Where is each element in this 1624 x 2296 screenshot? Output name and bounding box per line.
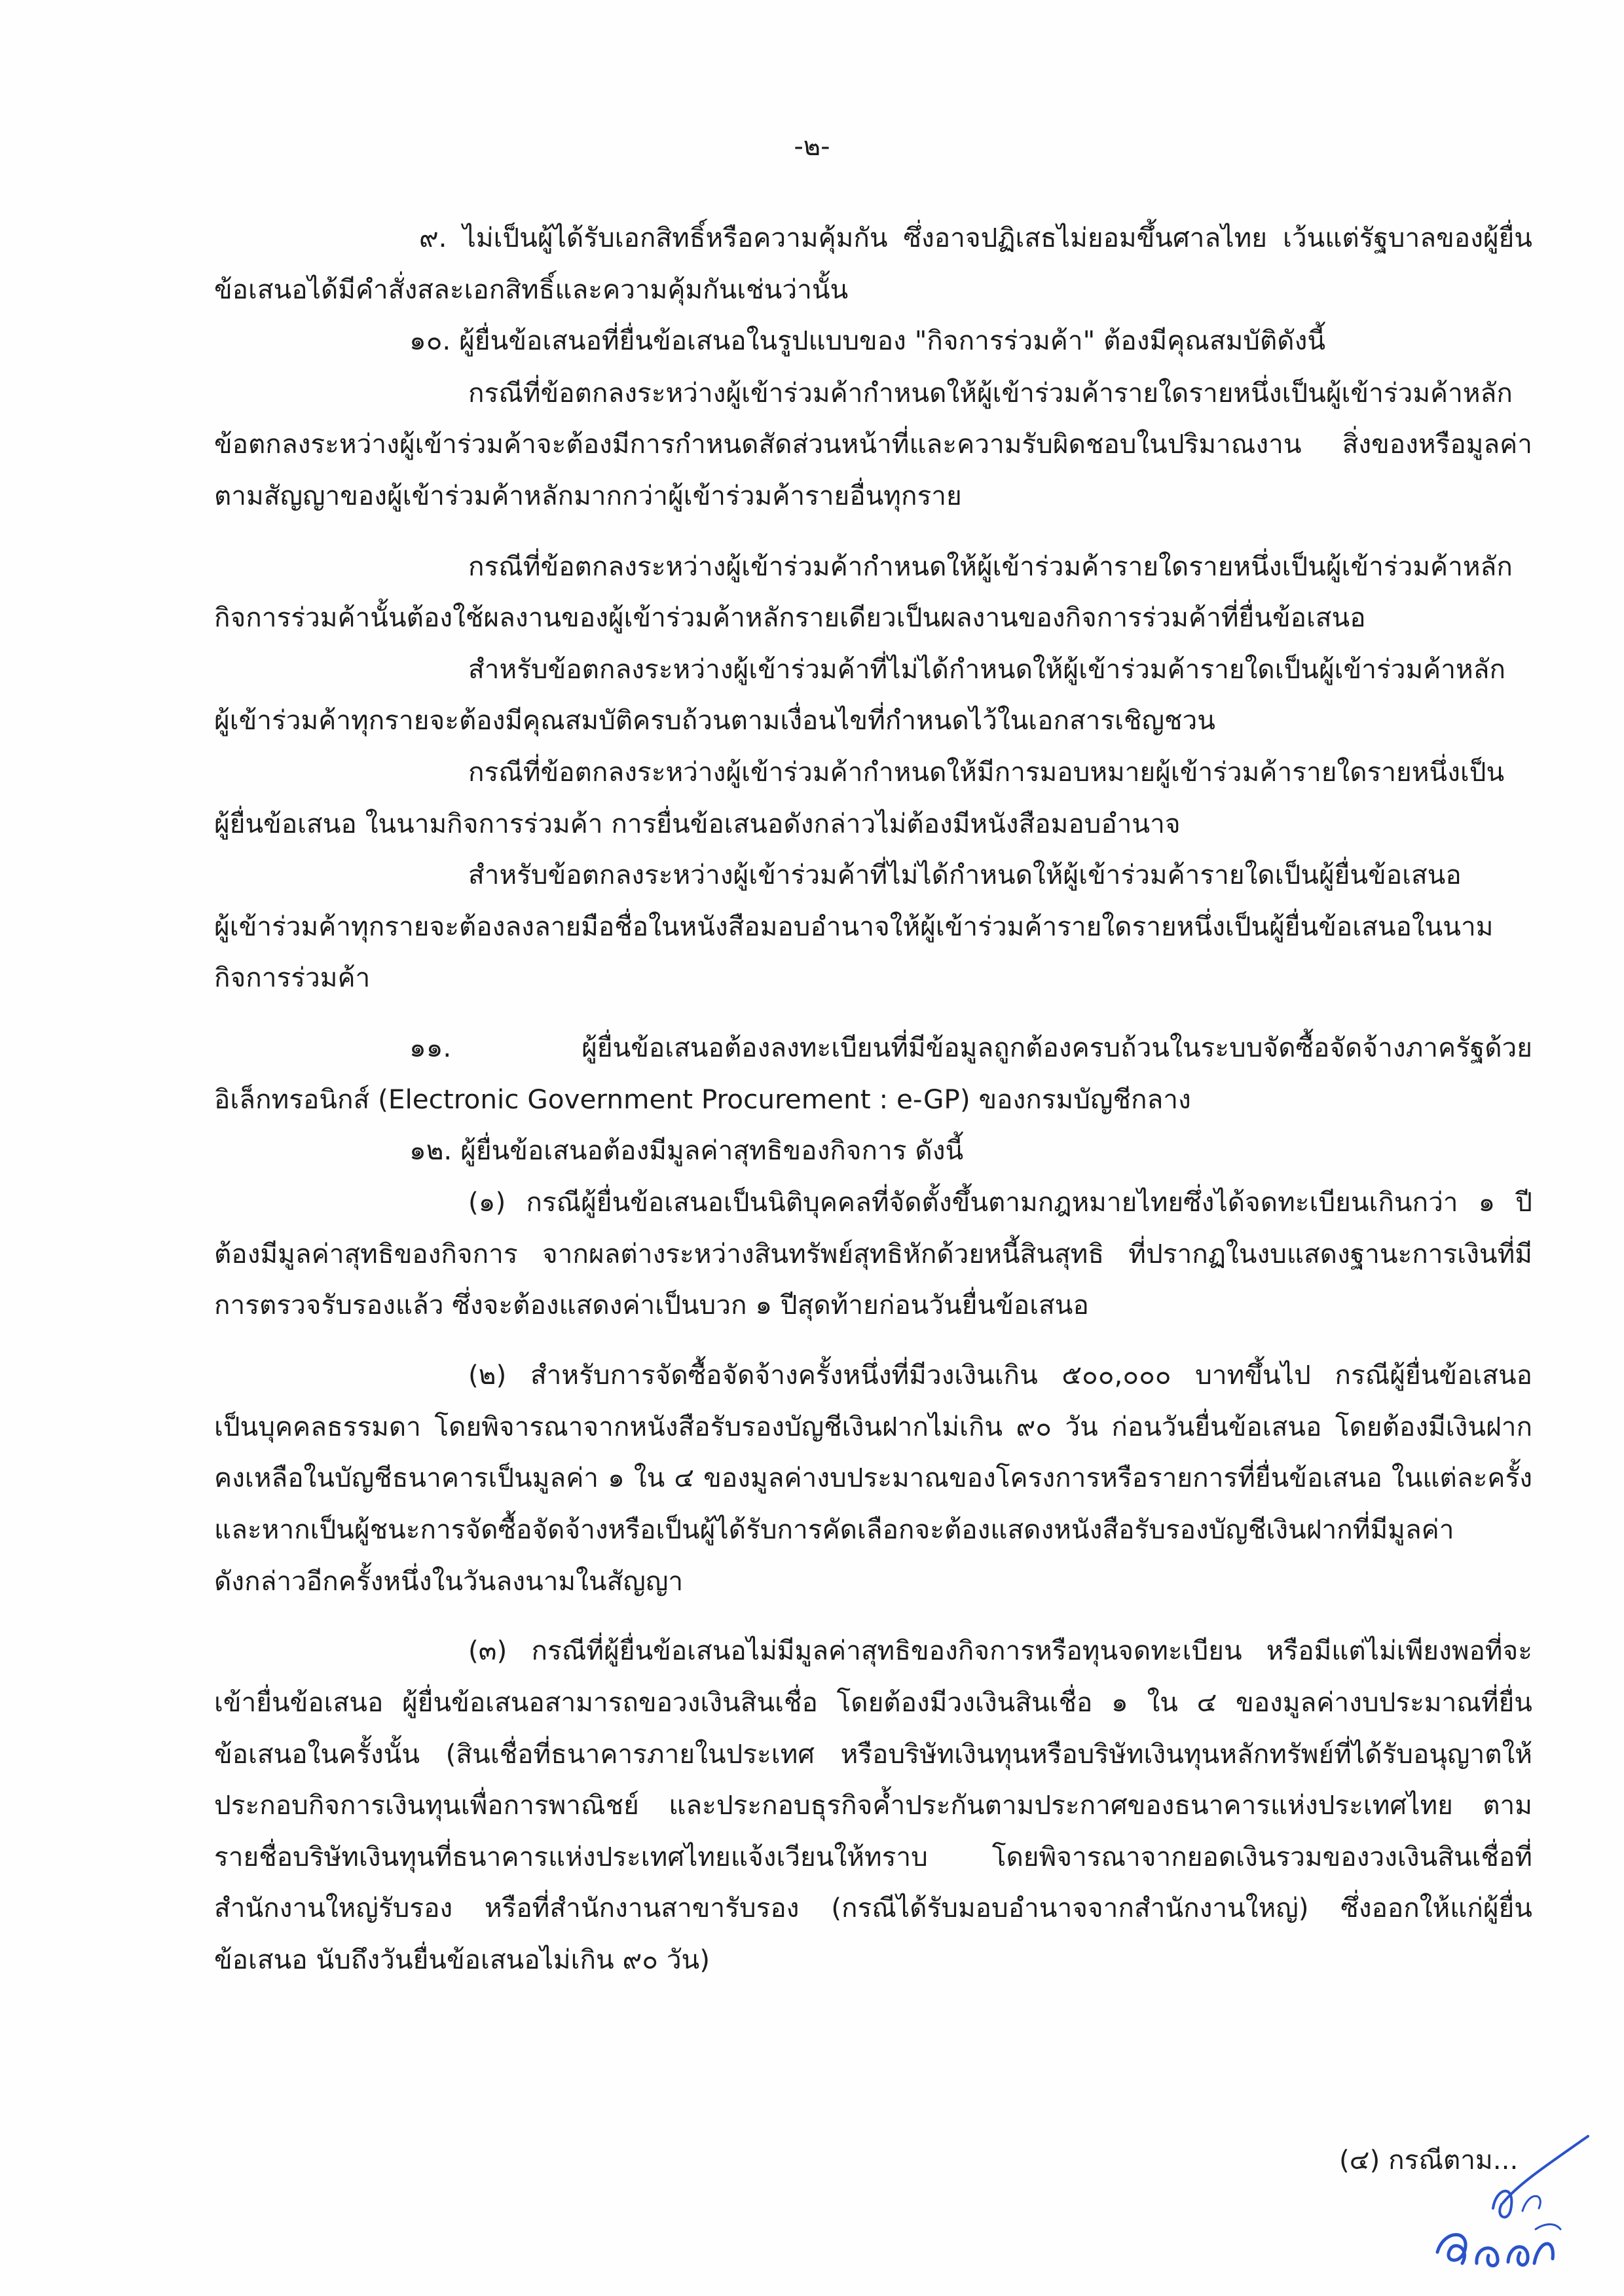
item-12-sub-2-line-3: คงเหลือในบัญชีธนาคารเป็นมูลค่า ๑ ใน ๔ ของมูลค่างบประมาณของโครงการหรือรายการที่ยื่นข้อเสนอ ในแต่ละครั้ง [214,1462,1532,1493]
item-12-heading: ๑๒. ผู้ยื่นข้อเสนอต้องมีมูลค่าสุทธิของกิจการ ดังนี้ [409,1135,964,1166]
item-12-sub-2-line-4: และหากเป็นผู้ชนะการจัดซื้อจัดจ้างหรือเป็นผู้ได้รับการคัดเลือกจะต้องแสดงหนังสือรับรองบัญชีเงินฝากที่มีมูลค่า [214,1514,1454,1545]
item-10-para-4-line-2: ผู้ยื่นข้อเสนอ ในนามกิจการร่วมค้า การยื่นข้อเสนอดังกล่าวไม่ต้องมีหนังสือมอบอำนาจ [214,808,1181,839]
page-number: -๒- [794,132,830,162]
continuation-marker: (๔) กรณีตาม... [1339,2144,1519,2176]
item-12-sub-3-line-2: เข้ายื่นข้อเสนอ ผู้ยื่นข้อเสนอสามารถขอวงเงินสินเชื่อ โดยต้องมีวงเงินสินเชื่อ ๑ ใน ๔ ของมูลค่างบประมาณที่ยื่น [214,1686,1532,1718]
item-12-sub-3-line-6: สำนักงานใหญ่รับรอง หรือที่สำนักงานสาขารับรอง (กรณีได้รับมอบอำนาจจากสำนักงานใหญ่) ซึ่งออกให้แก่ผู้ยื่น [214,1892,1532,1923]
item-12-sub-1-line-1: (๑) กรณีผู้ยื่นข้อเสนอเป็นนิติบุคคลที่จัดตั้งขึ้นตามกฎหมายไทยซึ่งได้จดทะเบียนเกินกว่า ๑ ปี [468,1186,1532,1218]
item-11-line-2: อิเล็กทรอนิกส์ (Electronic Government Procurement : e-GP) ของกรมบัญชีกลาง [214,1084,1191,1115]
signature-scribble [1424,2124,1601,2288]
item-10-para-1-line-1: กรณีที่ข้อตกลงระหว่างผู้เข้าร่วมค้ากำหนดให้ผู้เข้าร่วมค้ารายใดรายหนึ่งเป็นผู้เข้าร่วมค้าหลัก [468,377,1513,409]
item-9-line-1: ๙. ไม่เป็นผู้ได้รับเอกสิทธิ์หรือความคุ้มกัน ซึ่งอาจปฏิเสธไม่ยอมขึ้นศาลไทย เว้นแต่รัฐบาลของผู้ยื่น [419,222,1532,253]
item-11-line-1: ๑๑. ผู้ยื่นข้อเสนอต้องลงทะเบียนที่มีข้อมูลถูกต้องครบถ้วนในระบบจัดซื้อจัดจ้างภาครัฐด้วย [409,1032,1532,1063]
item-12-sub-3-line-5: รายชื่อบริษัทเงินทุนที่ธนาคารแห่งประเทศไทยแจ้งเวียนให้ทราบ โดยพิจารณาจากยอดเงินรวมของวงเงินสินเชื่อที่ [214,1841,1532,1872]
item-12-sub-1-line-2: ต้องมีมูลค่าสุทธิของกิจการ จากผลต่างระหว่างสินทรัพย์สุทธิหักด้วยหนี้สินสุทธิ ที่ปรากฏในงบแสดงฐานะการเงินที่มี [214,1238,1532,1269]
item-12-sub-3-line-3: ข้อเสนอในครั้งนั้น (สินเชื่อที่ธนาคารภายในประเทศ หรือบริษัทเงินทุนหรือบริษัทเงินทุนหลักทรัพย์ที่ได้รับอนุญาตให้ [214,1738,1532,1770]
handwritten-signature [1424,2124,1601,2288]
item-10-para-1-line-3: ตามสัญญาของผู้เข้าร่วมค้าหลักมากกว่าผู้เข้าร่วมค้ารายอื่นทุกราย [214,480,962,511]
item-12-sub-2-line-1: (๒) สำหรับการจัดซื้อจัดจ้างครั้งหนึ่งที่มีวงเงินเกิน ๕๐๐,๐๐๐ บาทขึ้นไป กรณีผู้ยื่นข้อเสนอ [468,1359,1532,1391]
item-12-sub-3-line-7: ข้อเสนอ นับถึงวันยื่นข้อเสนอไม่เกิน ๙๐ วัน) [214,1944,710,1975]
item-12-sub-3-line-1: (๓) กรณีที่ผู้ยื่นข้อเสนอไม่มีมูลค่าสุทธิของกิจการหรือทุนจดทะเบียน หรือมีแต่ไม่เพียงพอที่จะ [468,1635,1532,1666]
item-10-para-3-line-1: สำหรับข้อตกลงระหว่างผู้เข้าร่วมค้าที่ไม่ได้กำหนดให้ผู้เข้าร่วมค้ารายใดเป็นผู้เข้าร่วมค้าหลัก [468,653,1506,685]
item-10-para-4-line-1: กรณีที่ข้อตกลงระหว่างผู้เข้าร่วมค้ากำหนดให้มีการมอบหมายผู้เข้าร่วมค้ารายใดรายหนึ่งเป็น [468,756,1505,788]
item-12-sub-1-line-3: การตรวจรับรองแล้ว ซึ่งจะต้องแสดงค่าเป็นบวก ๑ ปีสุดท้ายก่อนวันยื่นข้อเสนอ [214,1289,1089,1321]
item-12-sub-2-line-2: เป็นบุคคลธรรมดา โดยพิจารณาจากหนังสือรับรองบัญชีเงินฝากไม่เกิน ๙๐ วัน ก่อนวันยื่นข้อเสนอ โดยต้องมีเงินฝาก [214,1411,1532,1442]
item-10-para-5-line-3: กิจการร่วมค้า [214,962,371,993]
item-9-line-2: ข้อเสนอได้มีคำสั่งสละเอกสิทธิ์และความคุ้มกันเช่นว่านั้น [214,274,849,305]
item-12-sub-3-line-4: ประกอบกิจการเงินทุนเพื่อการพาณิชย์ และประกอบธุรกิจค้ำประกันตามประกาศของธนาคารแห่งประเทศไทย ตาม [214,1789,1532,1821]
item-10-para-2-line-2: กิจการร่วมค้านั้นต้องใช้ผลงานของผู้เข้าร่วมค้าหลักรายเดียวเป็นผลงานของกิจการร่วมค้าที่ยื่นข้อเสนอ [214,602,1366,633]
item-10-para-3-line-2: ผู้เข้าร่วมค้าทุกรายจะต้องมีคุณสมบัติครบถ้วนตามเงื่อนไขที่กำหนดไว้ในเอกสารเชิญชวน [214,704,1215,736]
item-10-para-5-line-1: สำหรับข้อตกลงระหว่างผู้เข้าร่วมค้าที่ไม่ได้กำหนดให้ผู้เข้าร่วมค้ารายใดเป็นผู้ยื่นข้อเสนอ [468,859,1462,890]
item-10-heading: ๑๐. ผู้ยื่นข้อเสนอที่ยื่นข้อเสนอในรูปแบบของ "กิจการร่วมค้า" ต้องมีคุณสมบัติดังนี้ [409,325,1326,356]
item-10-para-5-line-2: ผู้เข้าร่วมค้าทุกรายจะต้องลงลายมือชื่อในหนังสือมอบอำนาจให้ผู้เข้าร่วมค้ารายใดรายหนึ่งเป็นผู้ยื่นข้อเสนอในนาม [214,911,1494,942]
item-12-sub-2-line-5: ดังกล่าวอีกครั้งหนึ่งในวันลงนามในสัญญา [214,1565,684,1597]
item-10-para-2-line-1: กรณีที่ข้อตกลงระหว่างผู้เข้าร่วมค้ากำหนดให้ผู้เข้าร่วมค้ารายใดรายหนึ่งเป็นผู้เข้าร่วมค้าหลัก [468,551,1513,582]
item-10-para-1-line-2: ข้อตกลงระหว่างผู้เข้าร่วมค้าจะต้องมีการกำหนดสัดส่วนหน้าที่และความรับผิดชอบในปริมาณงาน สิ่งของหรือมูลค่า [214,428,1532,460]
